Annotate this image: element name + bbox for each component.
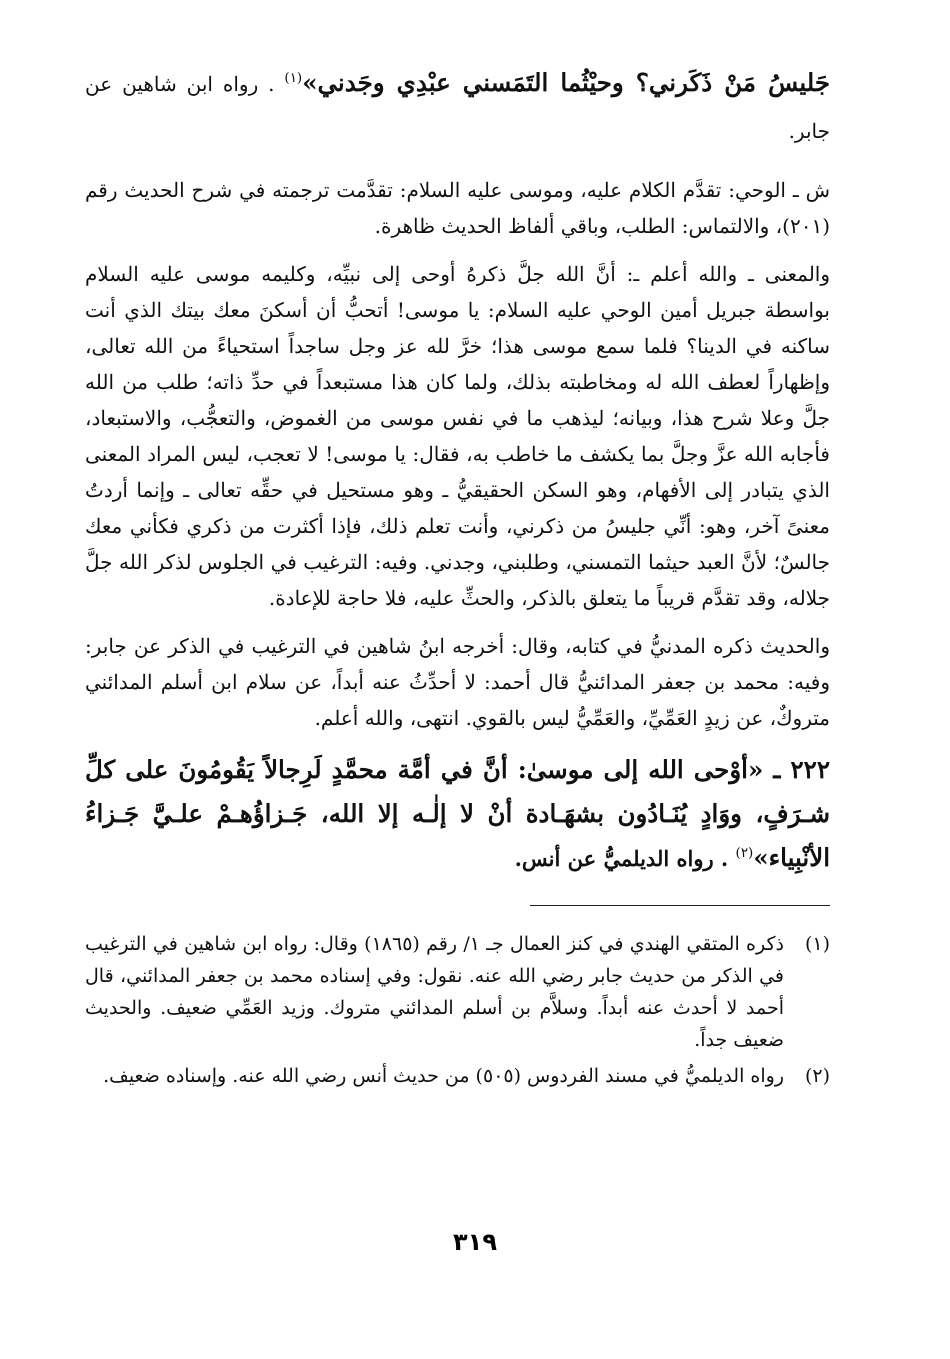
commentary-source: والحديث ذكره المدنيُّ في كتابه، وقال: أخرجه ابنُ شاهين في الترغيب في الذكر عن جابر: وفيه: محمد بن جعفر المدائنيُّ قال أحمد: لا أحدِّثُ عنه أبداً، عن سلام ابن أسلم المدائني متروكٌ، عن زيدٍ العَمِّيِّ، والعَمِّيُّ ليس بالقوي. انتهى، والله أعلم. xyxy=(85,634,830,730)
footnote-text: ذكره المتقي الهندي في كنز العمال جـ ١/ رقم (١٨٦٥) وقال: رواه ابن شاهين في الترغيب في الذكر من حديث جابر رضي الله عنه. نقول: وفي إسناده محمد بن جعفر المدائني، قال أحمد لا أحدث عنه أبداً. وسلاَّم بن أسلم المدائني متروك. وزيد العَمِّي ضعيف. والحديث ضعيف جداً. xyxy=(85,933,784,1051)
page-number: ٣١٩ xyxy=(453,1228,497,1256)
footnote-ref-1[interactable]: (١) xyxy=(284,69,303,86)
hadith-222 xyxy=(85,748,830,881)
footnote-1 xyxy=(85,928,830,1056)
hadith-222-text: ٢٢٢ ـ «أوْحى الله إلى موسىٰ: أنَّ في أمَّة محمَّدٍ لَرِجالاً يَقُومُونَ على كلِّ شـرَفٍ، ووَادٍ يُنَـادُون بشهَـادة أنْ لا إلٰـه إلا الله، جَـزاؤُهـمْ علـيَّ جَـزاءُ الأنْبِياء» xyxy=(85,755,830,872)
footnote-ref-2[interactable]: (٢) xyxy=(735,844,754,861)
footnote-divider xyxy=(530,905,830,906)
commentary-meaning: والمعنى ـ والله أعلم ـ: أنَّ الله جلَّ ذكرهُ أوحى إلى نبيِّه، وكليمه موسى عليه السلام بواسطة جبريل أمين الوحي عليه السلام: يا موسى! أتحبُّ أن أسكنَ معك بيتك الذي أنت ساكنه في الدينا؟ فلما سمع موسى هذا؛ خرَّ لله عز وجل ساجداً استحياءً من الله تعالى، وإظهاراً لعطف الله له ومخاطبته بذلك، ولما كان هذا مستبعداً في حدِّ ذاته؛ طلب من الله جلَّ وعلا شرح هذا، وبيانه؛ ليذهب ما في نفس موسى من الغموض، والتعجُّب، والاستبعاد، فأجابه الله عزَّ وجلَّ بما يكشف ما خاطب به، فقال: يا موسى! لا تعجب، ليس المراد المعنى الذي يتبادر إلى الأفهام، وهو السكن الحقيقيُّ ـ وهو مستحيل في حقِّه تعالى ـ وإنما أردتُ معنىً آخر، وهو: أنِّي جليسُ من ذكرني، وأنت تعلم ذلك، فإذا أكثرت من ذكري فكأني معك جالسٌ؛ لأنَّ العبد حيثما التمسني، وطلبني، وجدني. وفيه: الترغيب في الجلوس لذكر الله جلَّ جلاله، وقد تقدَّم قريباً ما يتعلق بالذكر، والحثِّ عليه، فلا حاجة للإعادة. xyxy=(85,262,830,610)
hadith-narration: . رواه ابن شاهين عن جابر. xyxy=(85,72,830,143)
hadith-222-narration: . رواه الديلميُّ عن أنس. xyxy=(514,846,736,871)
footnote-number: (٢) xyxy=(804,1065,830,1087)
hadith-continuation xyxy=(85,60,830,154)
footnote-text: رواه الديلميُّ في مسند الفردوس (٥٠٥) من حديث أنس رضي الله عنه. وإسناده ضعيف. xyxy=(103,1065,784,1087)
footnote-2 xyxy=(85,1060,830,1092)
commentary-vocabulary: ش ـ الوحي: تقدَّم الكلام عليه، وموسى عليه السلام: تقدَّمت ترجمته في شرح الحديث رقم (٢٠١)، والالتماس: الطلب، وباقي ألفاظ الحديث ظاهرة. xyxy=(85,178,830,238)
footnote-number: (١) xyxy=(804,933,830,955)
hadith-text-end: جَليسُ مَنْ ذَكَرني؟ وحيْثُما التَمَسني عبْدِي وجَدني» xyxy=(302,68,830,97)
